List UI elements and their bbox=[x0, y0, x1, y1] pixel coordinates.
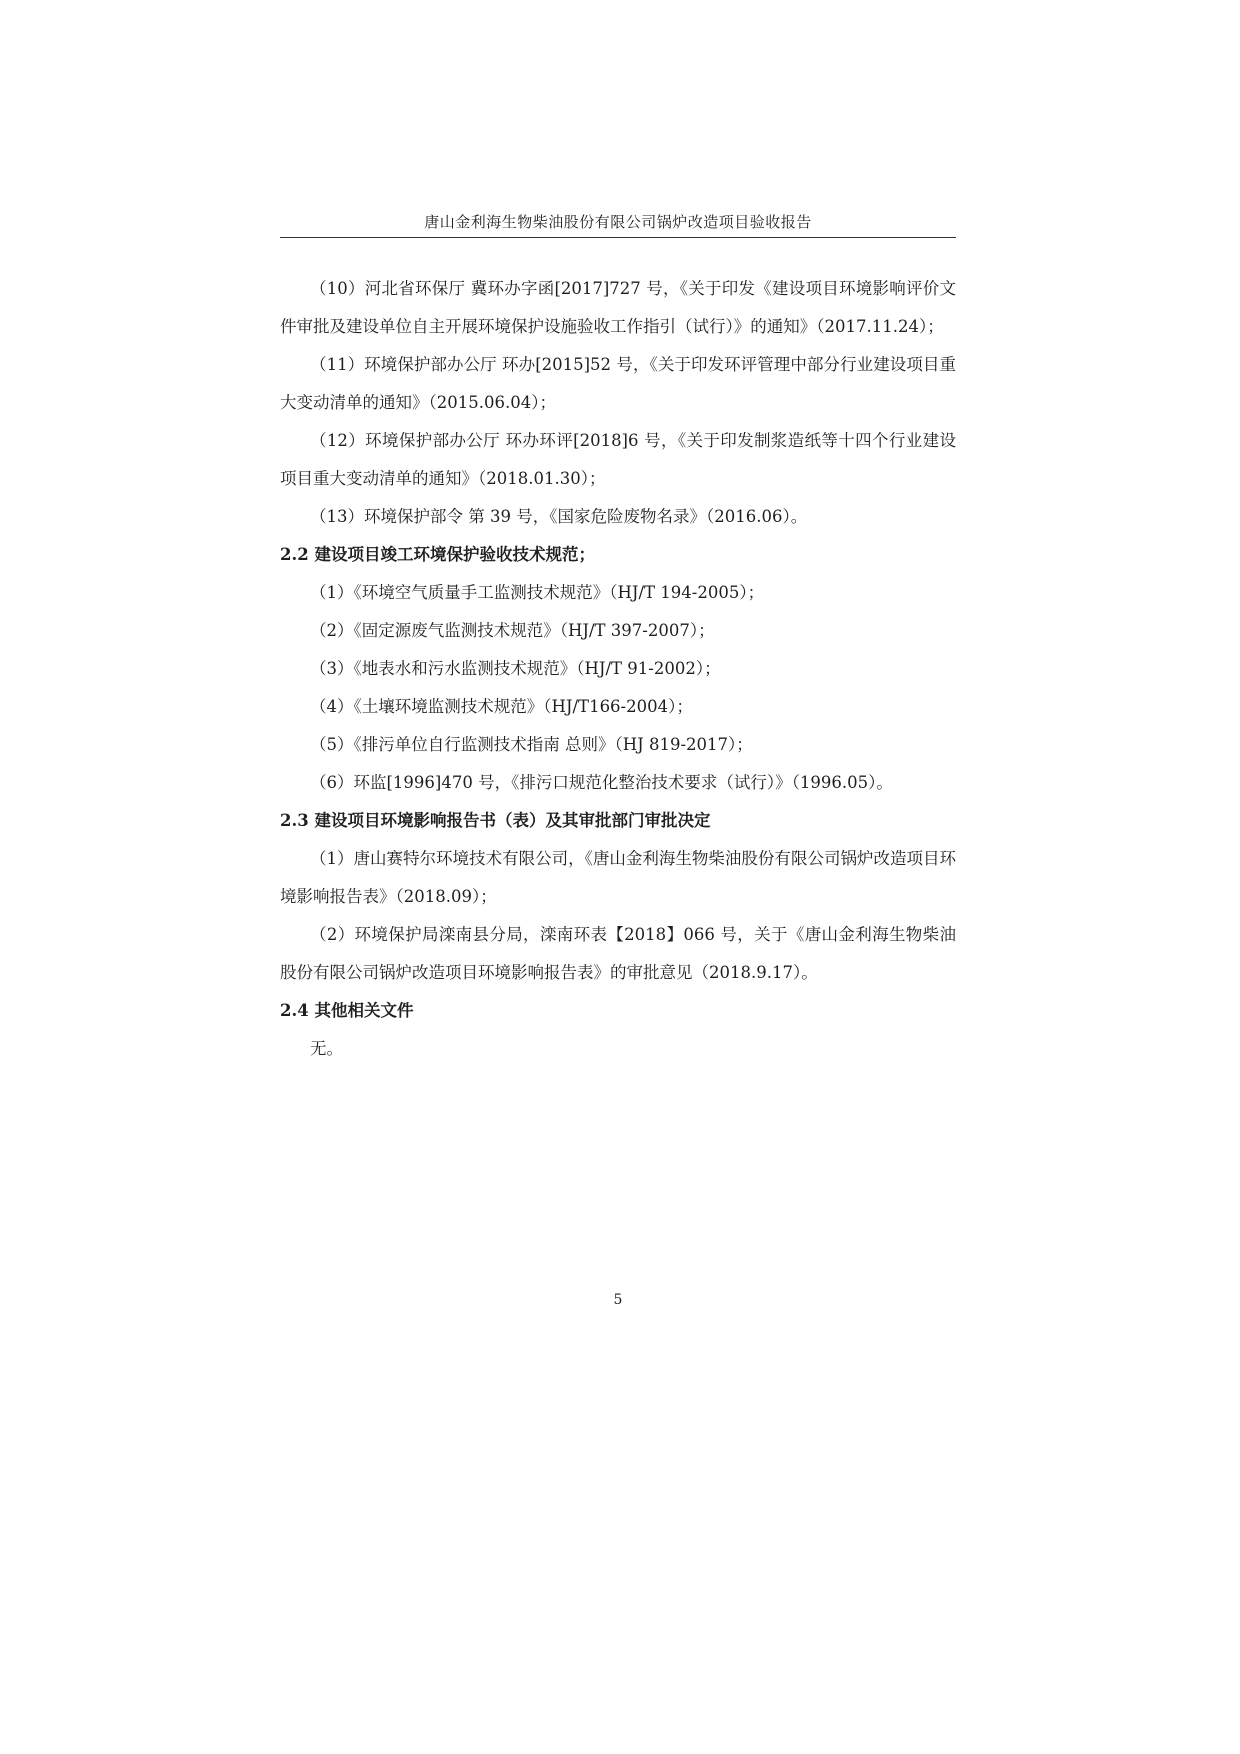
standard-item-1: （1）《环境空气质量手工监测技术规范》（HJ/T 194-2005）； bbox=[310, 583, 765, 602]
section-2-2-title: 2.2 建设项目竣工环境保护验收技术规范； bbox=[280, 545, 595, 564]
section-2-4-body: 无。 bbox=[310, 1039, 343, 1058]
section-2-4-title: 2.4 其他相关文件 bbox=[280, 1001, 414, 1020]
standard-item-5: （5）《排污单位自行监测技术指南 总则》（HJ 819-2017）； bbox=[310, 735, 753, 754]
header-divider bbox=[280, 237, 956, 238]
standard-item-2: （2）《固定源废气监测技术规范》（HJ/T 397-2007）； bbox=[310, 621, 715, 640]
document-body bbox=[280, 270, 956, 1068]
reference-item-12: （12）环境保护部办公厅 环办环评[2018]6 号，《关于印发制浆造纸等十四个行业建设项目重大变动清单的通知》（2018.01.30）； bbox=[280, 431, 956, 488]
page-number: 5 bbox=[613, 1292, 623, 1308]
section-2-3-title: 2.3 建设项目环境影响报告书（表）及其审批部门审批决定 bbox=[280, 811, 711, 830]
standard-item-3: （3）《地表水和污水监测技术规范》（HJ/T 91-2002）； bbox=[310, 659, 721, 678]
reference-item-13: （13）环境保护部令 第 39 号，《国家危险废物名录》（2016.06）。 bbox=[310, 507, 808, 526]
running-header: 唐山金利海生物柴油股份有限公司锅炉改造项目验收报告 bbox=[424, 213, 812, 231]
reference-item-11: （11）环境保护部办公厅 环办[2015]52 号，《关于印发环评管理中部分行业建设项目重大变动清单的通知》（2015.06.04）； bbox=[280, 355, 956, 412]
approval-item-2: （2）环境保护局滦南县分局，滦南环表【2018】066 号，关于《唐山金利海生物柴油股份有限公司锅炉改造项目环境影响报告表》的审批意见（2018.9.17）。 bbox=[280, 925, 956, 982]
standard-item-6: （6）环监[1996]470 号，《排污口规范化整治技术要求（试行）》（1996.05）。 bbox=[310, 773, 893, 792]
reference-item-10: （10）河北省环保厅 冀环办字函[2017]727 号，《关于印发《建设项目环境影响评价文件审批及建设单位自主开展环境保护设施验收工作指引（试行）》的通知》（2017.11.24）； bbox=[280, 279, 956, 336]
standard-item-4: （4）《土壤环境监测技术规范》（HJ/T166-2004）； bbox=[310, 697, 693, 716]
approval-item-1: （1）唐山赛特尔环境技术有限公司，《唐山金利海生物柴油股份有限公司锅炉改造项目环境影响报告表》（2018.09）； bbox=[280, 849, 956, 906]
